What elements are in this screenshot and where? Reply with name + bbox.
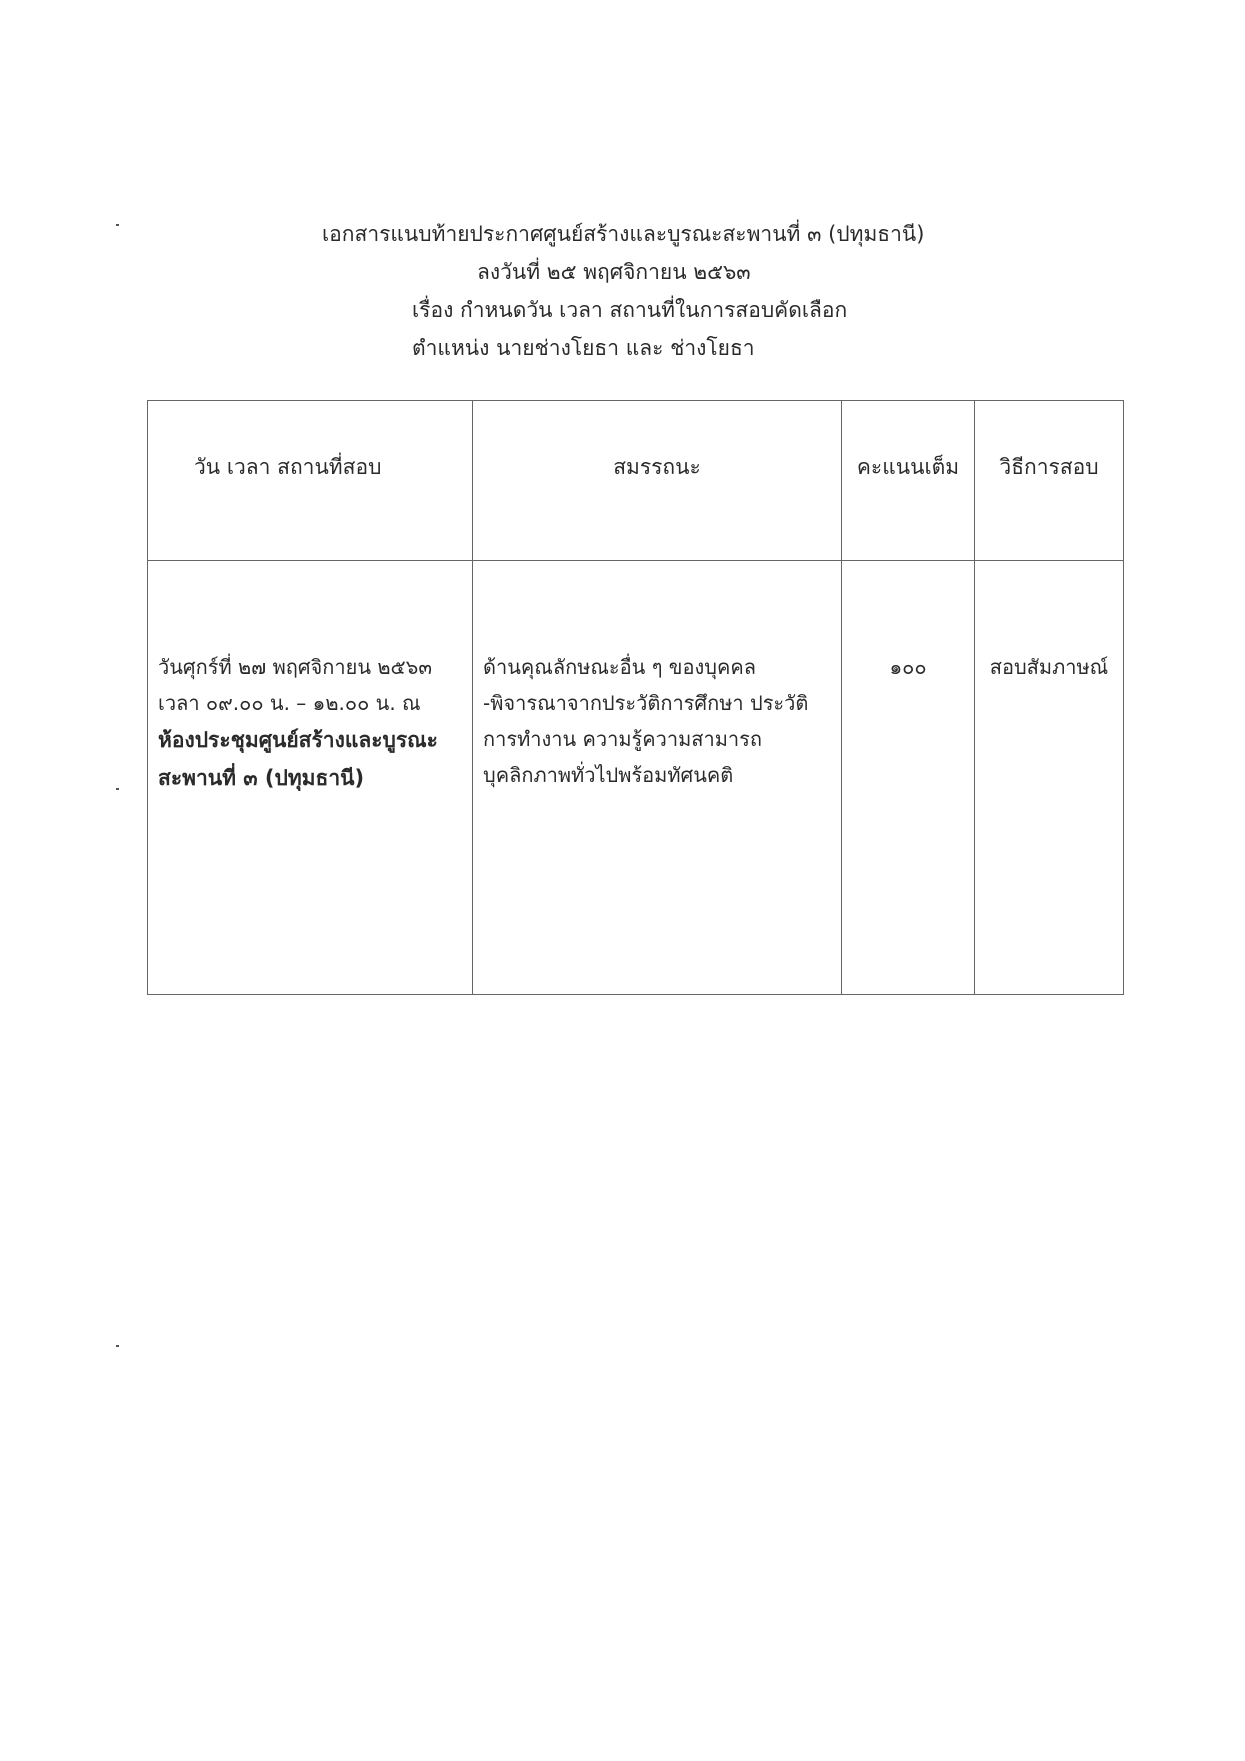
exam-schedule-table bbox=[147, 400, 1124, 995]
when-place-line1: ห้องประชุมศูนย์สร้างและบูรณะ bbox=[158, 728, 438, 752]
cell-when bbox=[148, 561, 473, 995]
competency-line: -พิจารณาจากประวัติการศึกษา ประวัติ bbox=[483, 691, 809, 715]
header-method: วิธีการสอบ bbox=[975, 401, 1124, 561]
competency-line: ด้านคุณลักษณะอื่น ๆ ของบุคคล bbox=[483, 655, 756, 679]
when-place-line2: สะพานที่ ๓ (ปทุมธานี) bbox=[158, 766, 365, 790]
when-time: เวลา ๐๙.๐๐ น. – ๑๒.๐๐ น. ณ bbox=[158, 691, 421, 715]
margin-mark bbox=[116, 788, 119, 790]
header-subject: เรื่อง กำหนดวัน เวลา สถานที่ในการสอบคัดเลือก bbox=[412, 298, 848, 322]
margin-mark bbox=[116, 1345, 119, 1347]
table-header-row bbox=[148, 401, 1124, 561]
cell-competency bbox=[473, 561, 842, 995]
cell-method: สอบสัมภาษณ์ bbox=[975, 561, 1124, 995]
header-position: ตำแหน่ง นายช่างโยธา และ ช่างโยธา bbox=[412, 336, 755, 360]
competency-line: การทำงาน ความรู้ความสามารถ bbox=[483, 727, 763, 751]
header-competency: สมรรถนะ bbox=[473, 401, 842, 561]
header-full-score: คะแนนเต็ม bbox=[842, 401, 975, 561]
header-date: ลงวันที่ ๒๕ พฤศจิกายน ๒๕๖๓ bbox=[477, 260, 751, 284]
competency-line: บุคลิกภาพทั่วไปพร้อมทัศนคติ bbox=[483, 763, 734, 787]
header-title: เอกสารแนบท้ายประกาศศูนย์สร้างและบูรณะสะพานที่ ๓ (ปทุมธานี) bbox=[322, 222, 925, 246]
cell-full-score: ๑๐๐ bbox=[842, 561, 975, 995]
margin-mark bbox=[116, 224, 119, 226]
table-row bbox=[148, 561, 1124, 995]
when-date: วันศุกร์ที่ ๒๗ พฤศจิกายน ๒๕๖๓ bbox=[158, 655, 433, 679]
header-when: วัน เวลา สถานที่สอบ bbox=[148, 401, 473, 561]
